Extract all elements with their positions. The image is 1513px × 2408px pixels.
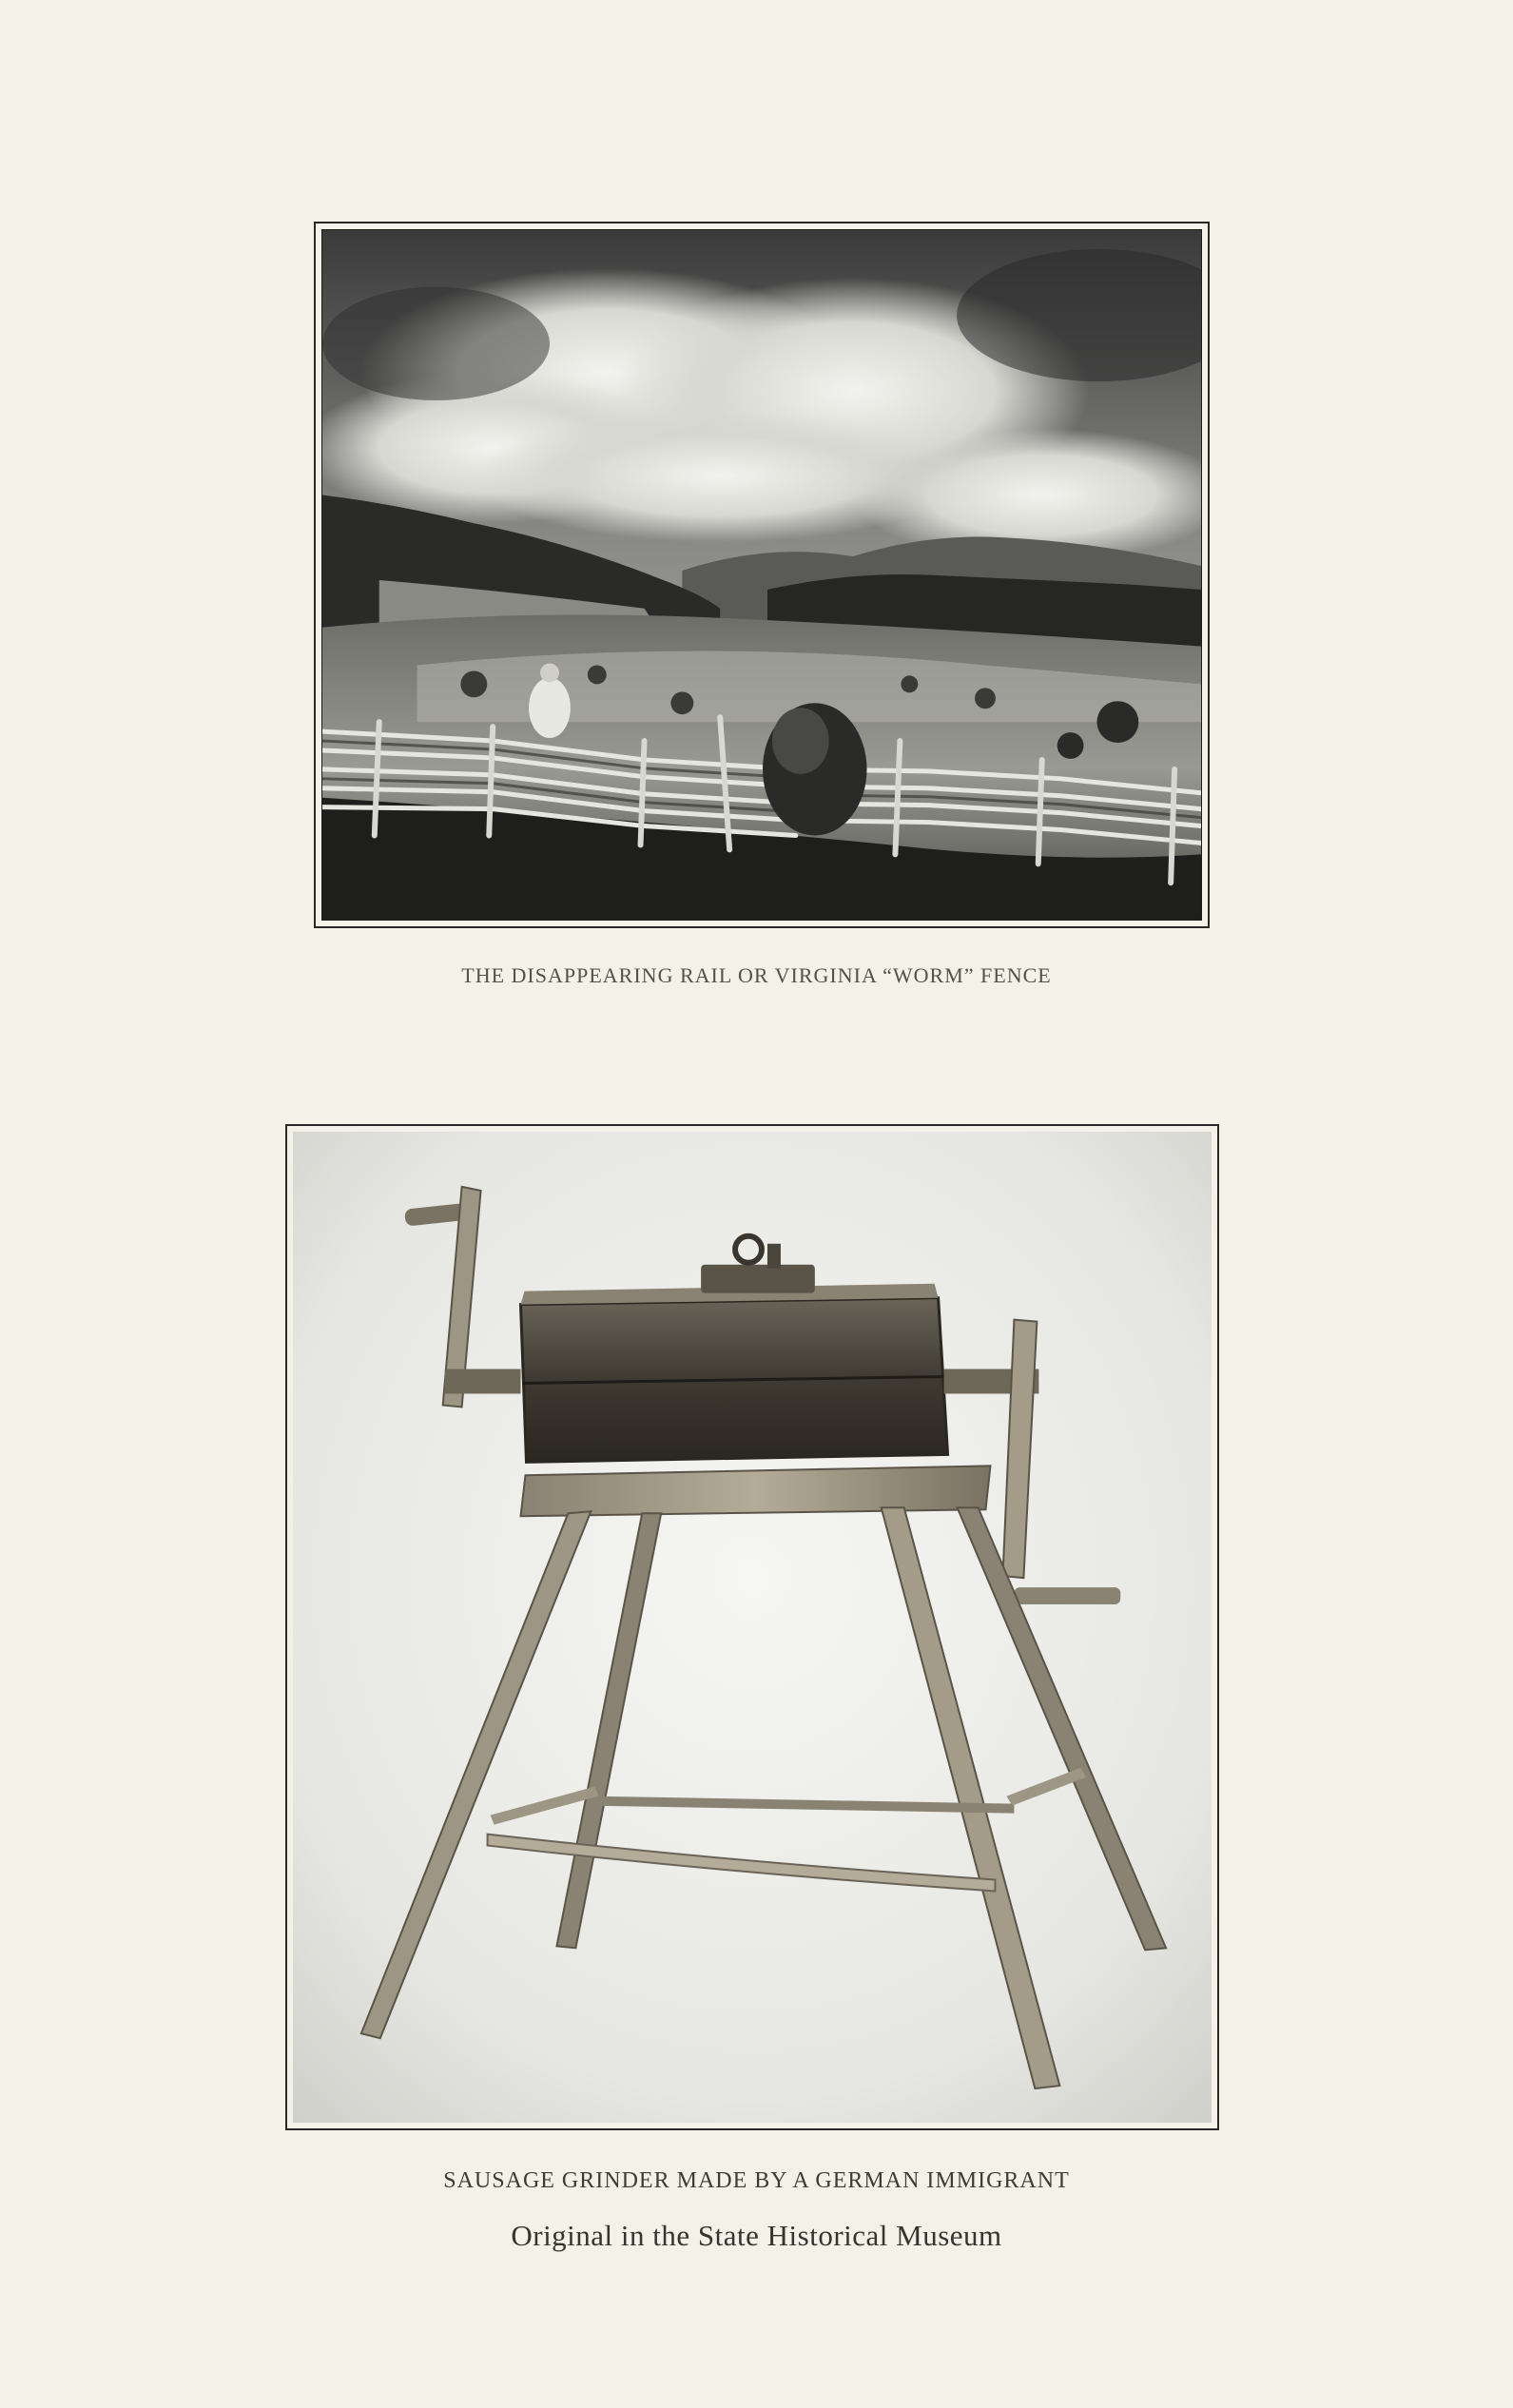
grinder-caption: SAUSAGE GRINDER MADE BY A GERMAN IMMIGRANT bbox=[443, 2168, 1070, 2193]
grinder-photo-plate bbox=[285, 1124, 1219, 2130]
fence-photo bbox=[321, 229, 1202, 921]
fence-photo-plate bbox=[314, 222, 1210, 928]
grinder-photo-illustration bbox=[293, 1132, 1212, 2123]
grinder-subcaption: Original in the State Historical Museum bbox=[511, 2219, 1002, 2252]
fence-photo-illustration bbox=[322, 230, 1201, 920]
grinder-photo bbox=[293, 1132, 1212, 2123]
fence-caption: THE DISAPPEARING RAIL OR VIRGINIA “WORM” FENCE bbox=[461, 963, 1052, 987]
